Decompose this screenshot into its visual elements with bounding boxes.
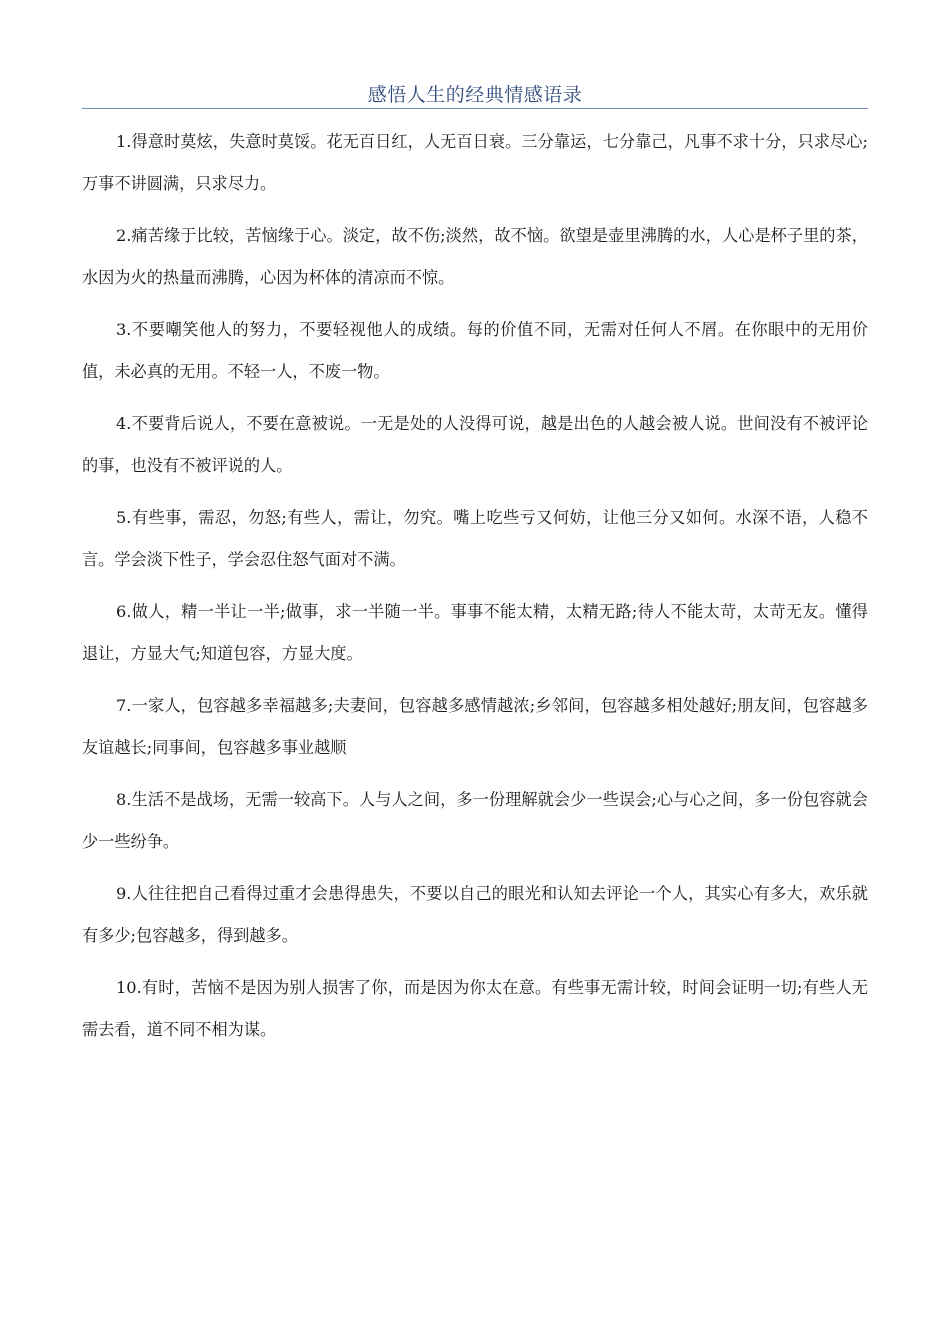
paragraph-10: 10.有时，苦恼不是因为别人损害了你，而是因为你太在意。有些事无需计较，时间会证明一切;有些人无需去看，道不同不相为谋。	[82, 978, 868, 1039]
paragraph-6: 6.做人，精一半让一半;做事，求一半随一半。事事不能太精，太精无路;待人不能太苛，太苛无友。懂得退让，方显大气;知道包容，方显大度。	[82, 602, 868, 663]
paragraph-4: 4.不要背后说人，不要在意被说。一无是处的人没得可说，越是出色的人越会被人说。世间没有不被评论的事，也没有不被评说的人。	[82, 414, 868, 475]
document-title: 感悟人生的经典情感语录	[367, 84, 583, 106]
document-body	[82, 121, 868, 1061]
paragraph-3: 3.不要嘲笑他人的努力，不要轻视他人的成绩。每的价值不同，无需对任何人不屑。在你眼中的无用价值，未必真的无用。不轻一人，不废一物。	[82, 320, 868, 381]
paragraph-7: 7.一家人，包容越多幸福越多;夫妻间，包容越多感情越浓;乡邻间，包容越多相处越好;朋友间，包容越多友谊越长;同事间，包容越多事业越顺	[82, 696, 868, 757]
paragraph-5: 5.有些事，需忍，勿怒;有些人，需让，勿究。嘴上吃些亏又何妨，让他三分又如何。水深不语，人稳不言。学会淡下性子，学会忍住怒气面对不满。	[82, 508, 868, 569]
paragraph-1: 1.得意时莫炫，失意时莫馁。花无百日红，人无百日衰。三分靠运，七分靠己，凡事不求十分，只求尽心;万事不讲圆满，只求尽力。	[82, 132, 868, 193]
paragraph-2: 2.痛苦缘于比较，苦恼缘于心。淡定，故不伤;淡然，故不恼。欲望是壶里沸腾的水，人心是杯子里的茶，水因为火的热量而沸腾，心因为杯体的清凉而不惊。	[82, 226, 868, 287]
title-underline-rule	[82, 108, 868, 109]
paragraph-8: 8.生活不是战场，无需一较高下。人与人之间，多一份理解就会少一些误会;心与心之间，多一份包容就会少一些纷争。	[82, 790, 868, 851]
paragraph-9: 9.人往往把自己看得过重才会患得患失，不要以自己的眼光和认知去评论一个人，其实心有多大，欢乐就有多少;包容越多，得到越多。	[82, 884, 868, 945]
